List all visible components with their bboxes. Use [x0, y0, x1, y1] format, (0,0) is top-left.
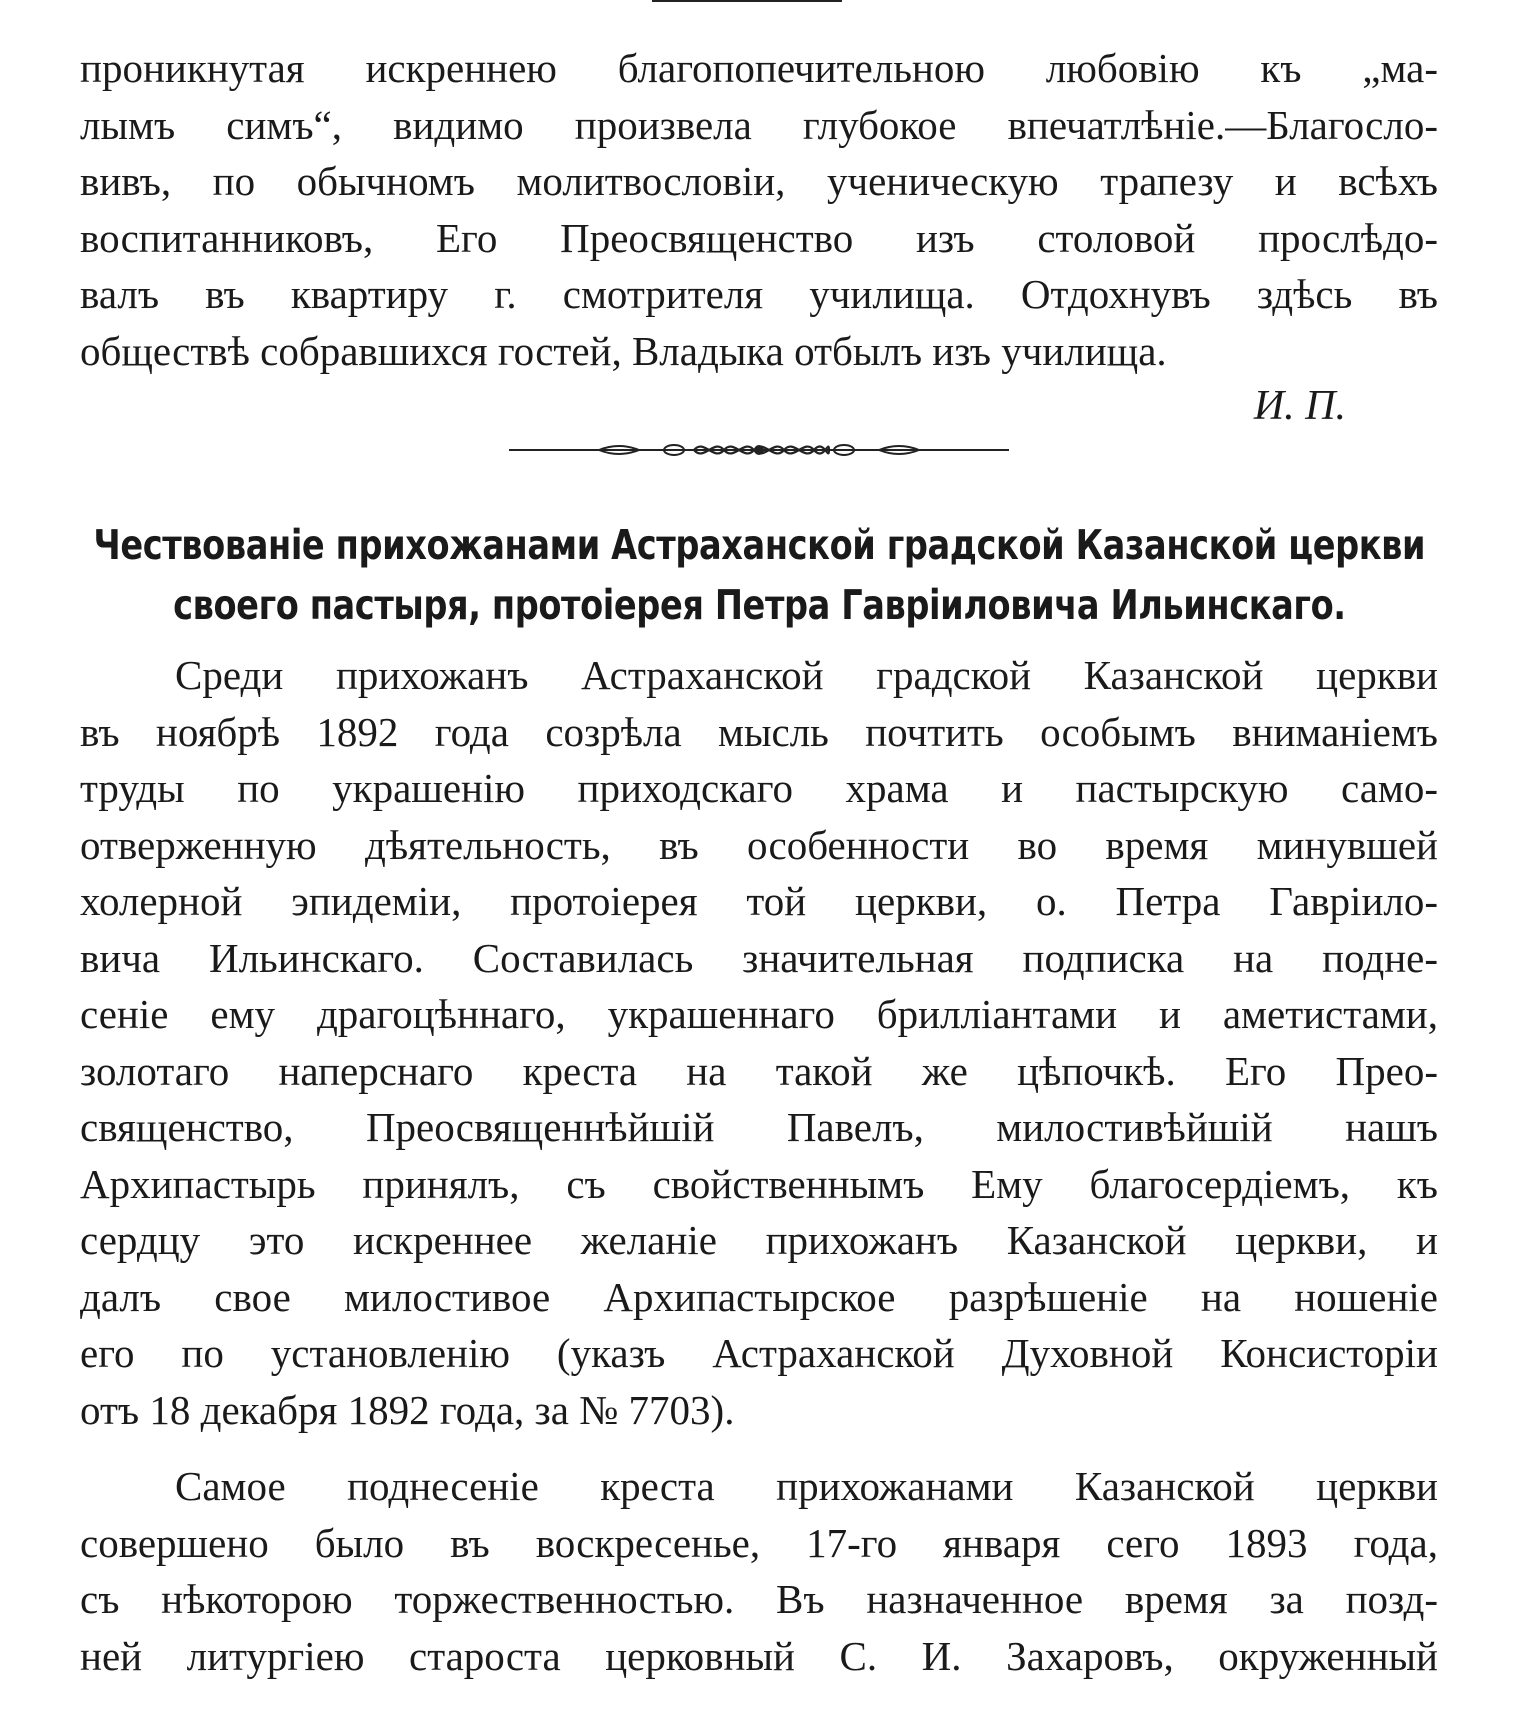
- paragraph-third: [80, 1458, 1438, 1684]
- text-line: его по установленію (указъ Астраханской Духовной Консисторіи: [80, 1330, 1438, 1376]
- text-line: вича Ильинскаго. Составилась значительная подписка на подне-: [80, 934, 1438, 981]
- text-line: священство, Преосвященнѣйшій Павелъ, милостивѣйшій нашъ: [80, 1104, 1438, 1150]
- text-line: отъ 18 декабря 1892 года, за № 7703).: [80, 1386, 735, 1433]
- text-line: воспитанниковъ, Его Преосвященство изъ столовой прослѣдо-: [80, 214, 1438, 261]
- text-line: Архипастырь принялъ, съ свойственнымъ Ему благосердіемъ, къ: [80, 1160, 1438, 1207]
- author-signature: И. П.: [1253, 383, 1346, 429]
- text-line: съ нѣкоторою торжественностью. Въ назначенное время за позд-: [80, 1576, 1438, 1622]
- text-line: Среди прихожанъ Астраханской градской Казанской церкви: [175, 652, 1438, 698]
- text-line: ней литургіею староста церковный С. И. Захаровъ, окруженный: [80, 1632, 1438, 1679]
- headline-line: Чествованіе прихожанами Астраханской градской Казанской церкви: [93, 521, 1425, 569]
- paragraph-top: [80, 40, 1438, 379]
- paragraph-second: [80, 647, 1438, 1438]
- text-line: золотаго наперснаго креста на такой же цѣпочкѣ. Его Прео-: [80, 1047, 1438, 1094]
- text-line: валъ въ квартиру г. смотрителя училища. Отдохнувъ здѣсь въ: [80, 271, 1438, 317]
- text-line: лымъ симъ“, видимо произвела глубокое впечатлѣніе.—Благосло-: [80, 101, 1438, 148]
- text-line: въ ноябрѣ 1892 года созрѣла мысль почтить особымъ вниманіемъ: [80, 708, 1438, 755]
- text-line: совершено было въ воскресенье, 17-го января сего 1893 года,: [80, 1519, 1438, 1566]
- text-line: проникнутая искреннею благопопечительною любовію къ „ма-: [80, 45, 1438, 91]
- text-line: сердцу это искреннее желаніе прихожанъ Казанской церкви, и: [80, 1217, 1438, 1263]
- text-line: обществѣ собравшихся гостей, Владыка отбылъ изъ училища.: [80, 327, 1167, 374]
- text-line: сеніе ему драгоцѣннаго, украшеннаго бриллiантами и аметистами,: [80, 991, 1438, 1037]
- text-line: Самое поднесеніе креста прихожанами Казанской церкви: [175, 1463, 1438, 1509]
- headline-line: своего пастыря, протоіерея Петра Гавріиловича Ильинскаго.: [172, 581, 1346, 629]
- text-line: вивъ, по обычномъ молитвословіи, ученическую трапезу и всѣхъ: [80, 158, 1438, 204]
- text-line: далъ свое милостивое Архипастырское разрѣшеніе на ношеніе: [80, 1273, 1438, 1320]
- ornament-divider-icon: [509, 435, 1009, 465]
- text-line: труды по украшенію приходскаго храма и пастырскую само-: [80, 765, 1438, 811]
- text-line: отверженную дѣятельность, въ особенности во время минувшей: [80, 821, 1438, 868]
- text-line: холерной эпидеміи, протоіерея той церкви, о. Петра Гавріило-: [80, 878, 1438, 924]
- article-headline: [80, 515, 1439, 635]
- document-page: [80, 40, 1438, 1684]
- top-rule: [652, 0, 842, 2]
